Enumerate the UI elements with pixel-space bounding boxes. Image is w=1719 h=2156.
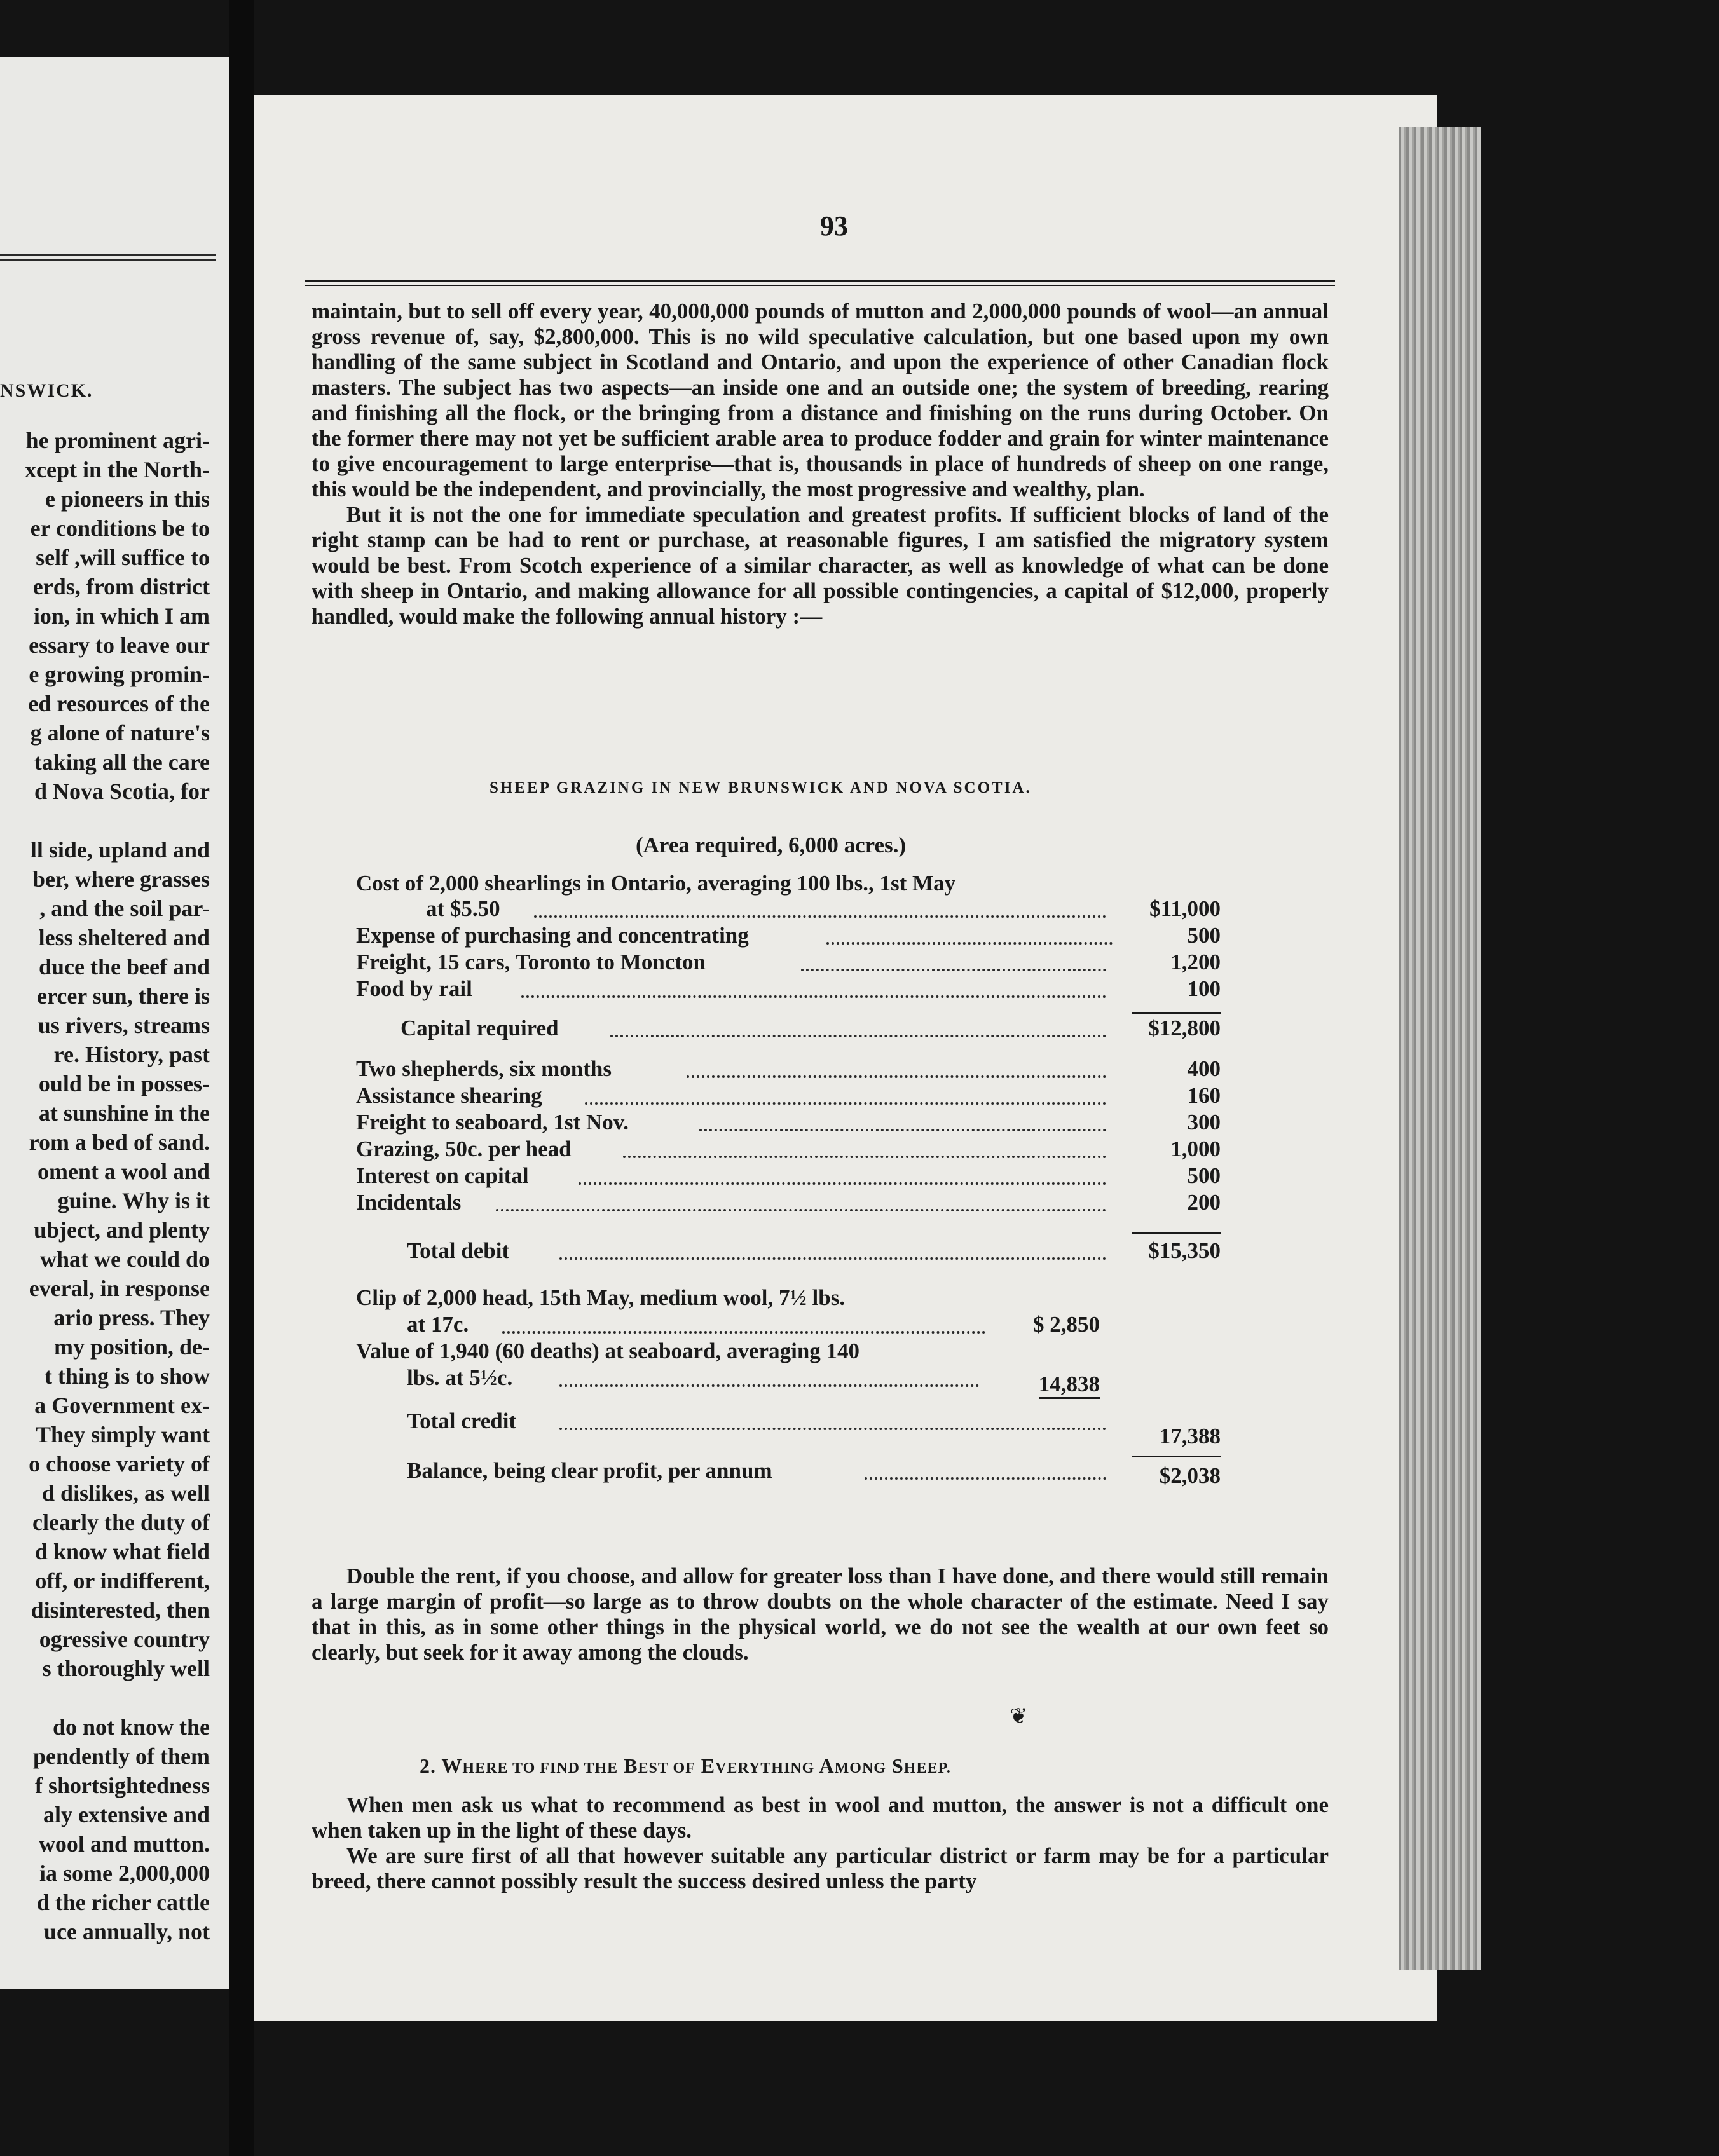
left-page-rule <box>0 259 216 261</box>
left-page-line: duce the beef and <box>39 954 210 979</box>
row-label: Expense of purchasing and concentrating <box>356 923 749 948</box>
row-amount: 500 <box>1187 1163 1221 1188</box>
table-row <box>356 1190 1221 1217</box>
table-row <box>356 1458 1221 1488</box>
dot-leader <box>579 1182 1106 1185</box>
left-page-line: ould be in posses- <box>38 1071 210 1096</box>
row-label: at $5.50 <box>426 896 500 921</box>
left-page-line: disinterested, then <box>31 1597 210 1623</box>
table-title: SHEEP GRAZING IN NEW BRUNSWICK AND NOVA SCOTIA. <box>490 779 1032 796</box>
left-page-line: ubject, and plenty <box>33 1217 210 1243</box>
left-page-line: oment a wool and <box>37 1159 210 1184</box>
header-rule <box>305 280 1335 282</box>
page-edges <box>1399 127 1481 1970</box>
left-page-line: clearly the duty of <box>32 1510 210 1535</box>
heading-word: MONG <box>834 1760 886 1777</box>
left-page-line: e pioneers in this <box>45 486 210 512</box>
body-text-top <box>312 299 1329 629</box>
dot-leader <box>687 1075 1106 1078</box>
left-page-line: t thing is to show <box>44 1363 210 1389</box>
table-row <box>356 1056 1221 1083</box>
table-row <box>356 1110 1221 1136</box>
paragraph: Double the rent, if you choose, and allow for greater loss than I have done, and there would still remain a large margin of profit—so large as to throw doubts on the whole character of the estimate. Need I say that in this, as in some other things in the physical world, we do not see the wealth at our own feet so clearly, but seek for it away among the clouds. <box>312 1564 1329 1665</box>
row-label: Assistance shearing <box>356 1083 542 1108</box>
table-row <box>356 896 1221 923</box>
table-row <box>356 1163 1221 1190</box>
row-amount: 200 <box>1187 1190 1221 1215</box>
page-number: 93 <box>820 210 848 242</box>
heading-word: A <box>819 1754 835 1777</box>
left-page-line: ion, in which I am <box>33 603 210 629</box>
dot-leader <box>699 1129 1106 1131</box>
account-table <box>356 871 1221 1488</box>
paragraph: But it is not the one for immediate speculation and greatest profits. If sufficient blocks of land of the right stamp can be had to rent or purchase, at reasonable figures, I am satisfied the migratory system would be best. From Scotch experience of a similar character, as well as knowledge of what can be done with sheep in Ontario, and making allowance for all possible contingencies, a capital of $12,000, properly handled, would make the following annual history :— <box>312 502 1329 629</box>
dot-leader <box>534 915 1106 918</box>
left-page-heading: NSWICK. <box>0 380 93 401</box>
left-page-line: e growing promin- <box>29 662 210 687</box>
row-label: Freight, 15 cars, Toronto to Moncton <box>356 950 706 974</box>
row-label: Clip of 2,000 head, 15th May, medium wool, 7½ lbs. <box>356 1285 846 1310</box>
dot-leader <box>610 1035 1106 1037</box>
row-label: lbs. at 5½c. <box>407 1365 513 1390</box>
dot-leader <box>865 1477 1106 1480</box>
dot-leader <box>801 969 1106 971</box>
dot-leader <box>559 1384 979 1387</box>
left-page-line: o choose variety of <box>29 1451 210 1477</box>
row-amount: 500 <box>1187 923 1221 948</box>
left-page-line: rom a bed of sand. <box>29 1129 210 1155</box>
row-label: Freight to seaboard, 1st Nov. <box>356 1110 629 1135</box>
left-page-line: do not know the <box>52 1714 210 1740</box>
left-page-line: my position, de- <box>53 1334 210 1360</box>
table-row <box>356 1312 1221 1339</box>
row-label: Incidentals <box>356 1190 462 1215</box>
left-page-line: g alone of nature's <box>30 720 210 746</box>
body-text-middle <box>312 1564 1329 1665</box>
left-page-line: re. History, past <box>53 1042 210 1067</box>
table-row <box>356 976 1221 1003</box>
table-row <box>356 1012 1221 1039</box>
paragraph: When men ask us what to recommend as best in wool and mutton, the answer is not a difficult one when taken up in the light of these days. <box>312 1792 1329 1843</box>
left-page-line: ario press. They <box>53 1305 210 1330</box>
table-row <box>356 1365 1221 1396</box>
dot-leader <box>585 1102 1106 1105</box>
left-page-line: off, or indifferent, <box>35 1568 210 1593</box>
section-heading <box>420 1754 951 1778</box>
body-text-bottom <box>312 1792 1329 1894</box>
row-amount: $ 2,850 <box>1033 1312 1100 1337</box>
row-label: Capital required <box>401 1016 559 1040</box>
row-label: Cost of 2,000 shearlings in Ontario, averaging 100 lbs., 1st May <box>356 871 956 896</box>
left-page-rule <box>0 254 216 256</box>
heading-word: W <box>441 1754 463 1777</box>
left-page-line: ia some 2,000,000 <box>39 1860 210 1886</box>
row-amount: 400 <box>1187 1056 1221 1081</box>
left-page-line <box>0 806 210 835</box>
row-label: at 17c. <box>407 1312 469 1337</box>
row-amount: $12,800 <box>1148 1016 1221 1040</box>
section-number: 2. <box>420 1754 436 1777</box>
table-row <box>356 1232 1221 1263</box>
row-label: Total debit <box>407 1238 510 1263</box>
table-row <box>356 1083 1221 1110</box>
row-label: Food by rail <box>356 976 472 1001</box>
row-amount: 300 <box>1187 1110 1221 1135</box>
table-row <box>356 1409 1221 1449</box>
row-label: Grazing, 50c. per head <box>356 1136 572 1161</box>
left-page-line: he prominent agri- <box>25 428 210 453</box>
sum-rule <box>1132 1456 1221 1457</box>
heading-word: E <box>701 1754 716 1777</box>
dot-leader <box>502 1331 985 1334</box>
left-page-line: aly extensive and <box>43 1802 210 1827</box>
header-rule <box>305 285 1335 286</box>
ornament: ❦ <box>1010 1705 1028 1728</box>
table-row <box>356 1339 1221 1365</box>
left-page-line: us rivers, streams <box>38 1013 210 1038</box>
paragraph: We are sure first of all that however suitable any particular district or farm may be for a particular breed, there cannot possibly result the success desired unless the party <box>312 1843 1329 1893</box>
left-page-line: d Nova Scotia, for <box>34 779 210 804</box>
left-page-line: ercer sun, there is <box>37 983 210 1009</box>
left-page-line: taking all the care <box>34 749 210 775</box>
heading-word: HERE TO FIND THE <box>462 1760 619 1777</box>
left-page-line: ber, where grasses <box>32 866 210 892</box>
table-row <box>356 871 1221 897</box>
left-page-line: xcept in the North- <box>25 457 210 482</box>
row-amount: 100 <box>1187 976 1221 1001</box>
left-page-line: wool and mutton. <box>38 1831 210 1857</box>
row-label: Balance, being clear profit, per annum <box>407 1458 772 1483</box>
left-page-line: d dislikes, as well <box>41 1480 210 1506</box>
row-label: Total credit <box>407 1409 517 1433</box>
table-row <box>356 923 1221 950</box>
row-amount: 1,200 <box>1170 950 1221 974</box>
left-page-line: a Government ex- <box>34 1393 210 1418</box>
paragraph: maintain, but to sell off every year, 40,000,000 pounds of mutton and 2,000,000 pounds of wool—an annual gross revenue of, say, $2,800,000. This is no wild speculative calculation, but one based upon my own handling of the same subject in Scotland and Ontario, and upon the experience of other Canadian flock masters. The subject has two aspects—an inside one and an outside one; the system of breeding, rearing and finishing all the flock, or the bringing from a distance and finishing on the runs during October. On the former there may not yet be sufficient arable area to produce fodder and grain for winter maintenance to give encouragement to large enterprise—that is, thousands in place of hundreds of sheep on one range, this would be the independent, and provincially, the most progressive and wealthy, plan. <box>312 299 1329 501</box>
left-page-text <box>0 426 210 1946</box>
left-page-line: ed resources of the <box>28 691 210 716</box>
sum-rule <box>1132 1012 1221 1014</box>
row-amount: $2,038 <box>1159 1463 1221 1488</box>
left-facing-page <box>0 57 229 1989</box>
left-page-line: less sheltered and <box>38 925 210 950</box>
dot-leader <box>521 995 1106 998</box>
row-amount: 160 <box>1187 1083 1221 1108</box>
heading-word: HEEP. <box>903 1760 951 1777</box>
left-page-line: er conditions be to <box>30 515 210 541</box>
left-page-line: d know what field <box>34 1539 210 1564</box>
row-amount: 1,000 <box>1170 1136 1221 1161</box>
dot-leader <box>559 1257 1106 1260</box>
left-page-line: ogressive country <box>39 1627 210 1652</box>
left-page-line: everal, in response <box>29 1276 210 1301</box>
heading-word: S <box>891 1754 904 1777</box>
left-page-line: d the richer cattle <box>36 1890 210 1915</box>
left-page-line: essary to leave our <box>29 632 210 658</box>
left-page-line: erds, from district <box>32 574 210 599</box>
dot-leader <box>559 1428 1106 1430</box>
table-subtitle: (Area required, 6,000 acres.) <box>636 833 907 857</box>
dot-leader <box>623 1156 1106 1158</box>
row-amount: $11,000 <box>1149 896 1221 921</box>
table-row <box>356 1285 1221 1312</box>
row-amount: 17,388 <box>1159 1424 1221 1449</box>
heading-word: EST OF <box>638 1760 695 1777</box>
left-page-line: f shortsightedness <box>34 1773 210 1798</box>
left-page-line: They simply want <box>35 1422 210 1447</box>
dot-leader <box>496 1209 1106 1211</box>
left-page-line: s thoroughly well <box>42 1656 210 1681</box>
left-page-line: pendently of them <box>33 1743 210 1769</box>
left-page-line: , and the soil par- <box>39 896 210 921</box>
table-row <box>356 1136 1221 1163</box>
heading-word: VERYTHING <box>715 1760 815 1777</box>
row-label: Two shepherds, six months <box>356 1056 612 1081</box>
left-page-line: self ,will suffice to <box>36 545 210 570</box>
sum-rule <box>1132 1232 1221 1234</box>
left-page-line: guine. Why is it <box>57 1188 210 1213</box>
book-gutter <box>229 0 254 2156</box>
left-page-line: ll side, upland and <box>30 837 210 863</box>
left-page-line: at sunshine in the <box>38 1100 210 1126</box>
heading-word: B <box>624 1754 638 1777</box>
left-page-line: uce annually, not <box>43 1919 210 1944</box>
dot-leader <box>826 942 1113 945</box>
left-page-line: what we could do <box>39 1246 210 1272</box>
left-page-line <box>0 1683 210 1712</box>
row-label: Value of 1,940 (60 deaths) at seaboard, averaging 140 <box>356 1339 860 1363</box>
row-amount: $15,350 <box>1148 1238 1221 1263</box>
row-amount: 14,838 <box>1039 1372 1100 1399</box>
table-row <box>356 950 1221 976</box>
row-label: Interest on capital <box>356 1163 529 1188</box>
